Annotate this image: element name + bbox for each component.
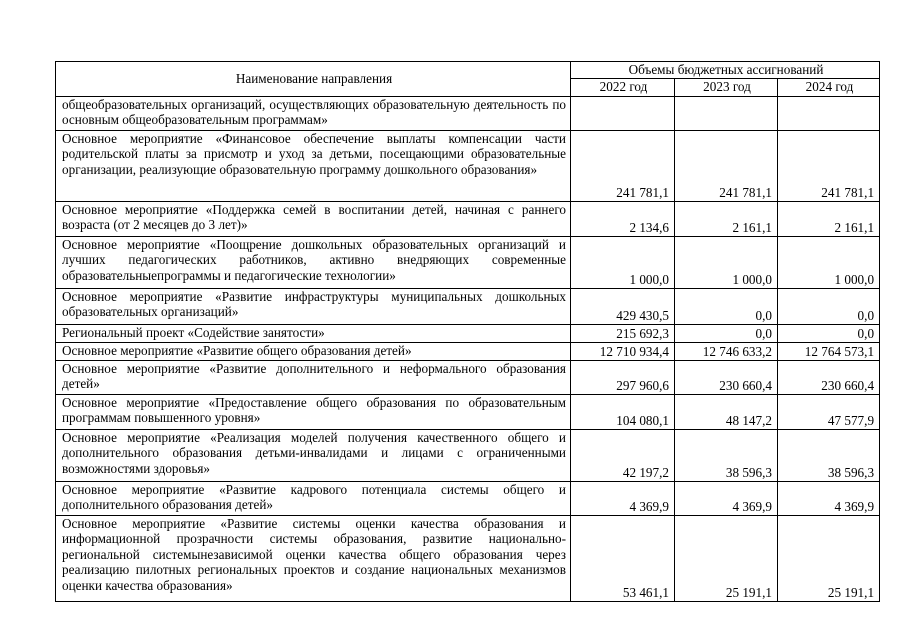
value-2024-cell: 38 596,3: [778, 429, 880, 481]
table-row: [56, 324, 880, 342]
table-row: [56, 342, 880, 360]
direction-name-cell: Основное мероприятие «Развитие дополнительного и неформального образования детей»: [56, 360, 571, 394]
value-2022-cell: 297 960,6: [571, 360, 675, 394]
table-row: [56, 130, 880, 201]
value-2024-cell: 2 161,1: [778, 201, 880, 236]
direction-name-cell: Основное мероприятие «Предоставление общего образования по образовательным программам повышенного уровня»: [56, 394, 571, 429]
value-2023-cell: 25 191,1: [675, 515, 778, 601]
value-2024-cell: 25 191,1: [778, 515, 880, 601]
value-2023-cell: 0,0: [675, 288, 778, 324]
value-2022-cell: 4 369,9: [571, 481, 675, 515]
budget-allocations-table: [55, 61, 880, 602]
value-2022-cell: 42 197,2: [571, 429, 675, 481]
year-2024-header: 2024 год: [778, 78, 880, 96]
table-row: [56, 360, 880, 394]
table-row: [56, 515, 880, 601]
value-2022-cell: 215 692,3: [571, 324, 675, 342]
table-row: [56, 201, 880, 236]
table-row: [56, 288, 880, 324]
value-2023-cell: 0,0: [675, 324, 778, 342]
value-2023-cell: 230 660,4: [675, 360, 778, 394]
year-2023-header: 2023 год: [675, 78, 778, 96]
budget-allocations-header: Объемы бюджетных ассигнований: [571, 62, 880, 79]
direction-name-cell: Региональный проект «Содействие занятости»: [56, 324, 571, 342]
value-2023-cell: 38 596,3: [675, 429, 778, 481]
table-row: [56, 236, 880, 288]
table-row: [56, 394, 880, 429]
value-2024-cell: 12 764 573,1: [778, 342, 880, 360]
value-2023-cell: 2 161,1: [675, 201, 778, 236]
value-2024-cell: 1 000,0: [778, 236, 880, 288]
direction-name-cell: Основное мероприятие «Поддержка семей в воспитании детей, начиная с раннего возраста (от 2 месяцев до 3 лет)»: [56, 201, 571, 236]
value-2024-cell: [778, 96, 880, 130]
direction-name-cell: Основное мероприятие «Поощрение дошкольных образовательных организаций и лучших педагогических работников, активно внедряющих современные образовательныепрограммы и педагогические технологии»: [56, 236, 571, 288]
value-2022-cell: 429 430,5: [571, 288, 675, 324]
value-2024-cell: 241 781,1: [778, 130, 880, 201]
direction-name-cell: общеобразовательных организаций, осуществляющих образовательную деятельность по основным общеобразовательным программам»: [56, 96, 571, 130]
value-2022-cell: 12 710 934,4: [571, 342, 675, 360]
table-row: [56, 96, 880, 130]
table-row: [56, 481, 880, 515]
value-2022-cell: 241 781,1: [571, 130, 675, 201]
value-2022-cell: 53 461,1: [571, 515, 675, 601]
direction-name-cell: Основное мероприятие «Финансовое обеспечение выплаты компенсации части родительской платы за присмотр и уход за детьми, посещающими образовательные организации, реализующие образовательную программу дошкольного образования»: [56, 130, 571, 201]
direction-name-cell: Основное мероприятие «Развитие инфраструктуры муниципальных дошкольных образовательных организаций»: [56, 288, 571, 324]
value-2024-cell: 4 369,9: [778, 481, 880, 515]
value-2022-cell: 104 080,1: [571, 394, 675, 429]
direction-name-cell: Основное мероприятие «Развитие общего образования детей»: [56, 342, 571, 360]
direction-name-cell: Основное мероприятие «Развитие системы оценки качества образования и информационной прозрачности системы образования, развитие национально-региональной системынезависимой оценки качества общего образования через реализацию пилотных региональных проектов и создание национальных механизмов оценки качества образования»: [56, 515, 571, 601]
table-header: [56, 62, 880, 97]
table-row: [56, 429, 880, 481]
value-2023-cell: 241 781,1: [675, 130, 778, 201]
value-2023-cell: [675, 96, 778, 130]
value-2022-cell: 1 000,0: [571, 236, 675, 288]
value-2024-cell: 47 577,9: [778, 394, 880, 429]
table-body: [56, 96, 880, 601]
value-2023-cell: 48 147,2: [675, 394, 778, 429]
value-2024-cell: 0,0: [778, 324, 880, 342]
value-2023-cell: 4 369,9: [675, 481, 778, 515]
value-2023-cell: 1 000,0: [675, 236, 778, 288]
value-2022-cell: 2 134,6: [571, 201, 675, 236]
value-2024-cell: 0,0: [778, 288, 880, 324]
year-2022-header: 2022 год: [571, 78, 675, 96]
direction-name-cell: Основное мероприятие «Реализация моделей получения качественного общего и дополнительного образования детьми-инвалидами и лицами с ограниченными возможностями здоровья»: [56, 429, 571, 481]
value-2024-cell: 230 660,4: [778, 360, 880, 394]
value-2022-cell: [571, 96, 675, 130]
value-2023-cell: 12 746 633,2: [675, 342, 778, 360]
direction-name-header: Наименование направления: [56, 62, 571, 97]
direction-name-cell: Основное мероприятие «Развитие кадрового потенциала системы общего и дополнительного образования детей»: [56, 481, 571, 515]
